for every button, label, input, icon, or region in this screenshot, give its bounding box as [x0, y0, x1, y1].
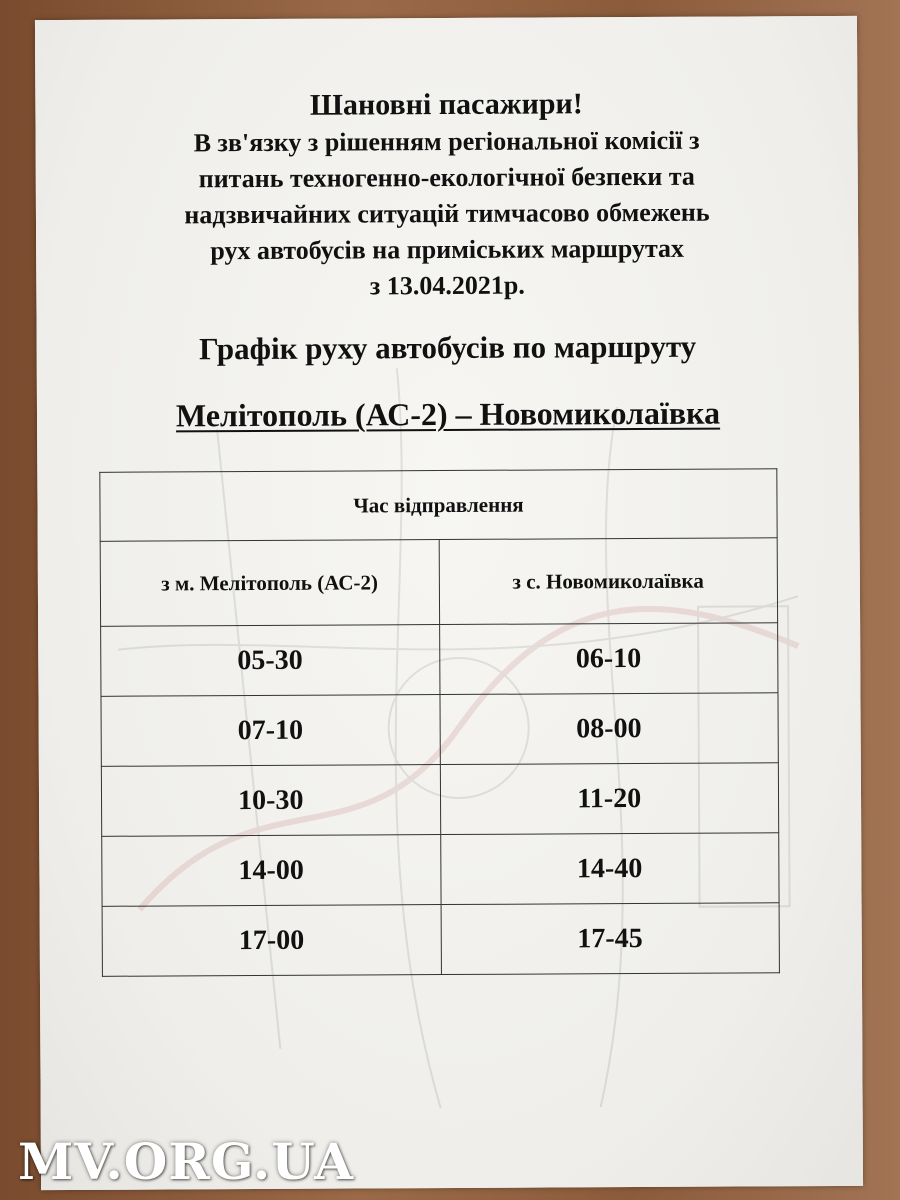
greeting-heading: Шановні пасажири!	[309, 87, 583, 122]
notice-line: питань техногенно-екологічної безпеки та	[198, 161, 695, 194]
departure-time: 05-30	[101, 625, 440, 697]
notice-line: рух автобусів на приміських маршрутах	[210, 233, 685, 266]
notice-text	[35, 84, 858, 306]
notice-line: з 13.04.2021р.	[369, 270, 525, 301]
departure-time: 10-30	[101, 765, 440, 837]
table-caption: Час відправлення	[100, 469, 777, 542]
departure-time: 06-10	[439, 623, 778, 695]
departure-time: 11-20	[440, 763, 779, 835]
departure-time: 14-40	[440, 833, 779, 905]
table-row	[102, 903, 779, 977]
table-row	[101, 763, 778, 837]
column-header-novomykolaivka: з с. Новомиколаївка	[439, 538, 778, 625]
route-label: Мелітополь (АС-2) – Новомиколаївка	[175, 394, 721, 434]
column-header-melitopol: з м. Мелітополь (АС-2)	[100, 540, 439, 627]
table-header-row	[100, 538, 777, 627]
notice-body	[35, 122, 858, 306]
departure-timetable	[99, 468, 780, 977]
departure-time: 14-00	[102, 835, 441, 907]
schedule-title: Графік руху автобусів по маршруту	[198, 328, 697, 367]
departure-time: 07-10	[101, 695, 440, 767]
notice-line: надзвичайних ситуацій тимчасово обмежень	[184, 197, 710, 230]
notice-line: В зв'язку з рішенням регіональної комісії з	[193, 125, 700, 158]
table-row	[101, 623, 778, 697]
departure-time: 17-00	[102, 905, 441, 977]
site-watermark: MV.ORG.UA	[18, 1132, 355, 1191]
table-caption-row	[100, 469, 777, 542]
table-row	[101, 693, 778, 767]
table-row	[102, 833, 779, 907]
notice-sheet	[35, 16, 863, 1190]
route-name	[37, 394, 859, 435]
departure-time: 08-00	[439, 693, 778, 765]
departure-time: 17-45	[441, 903, 780, 975]
